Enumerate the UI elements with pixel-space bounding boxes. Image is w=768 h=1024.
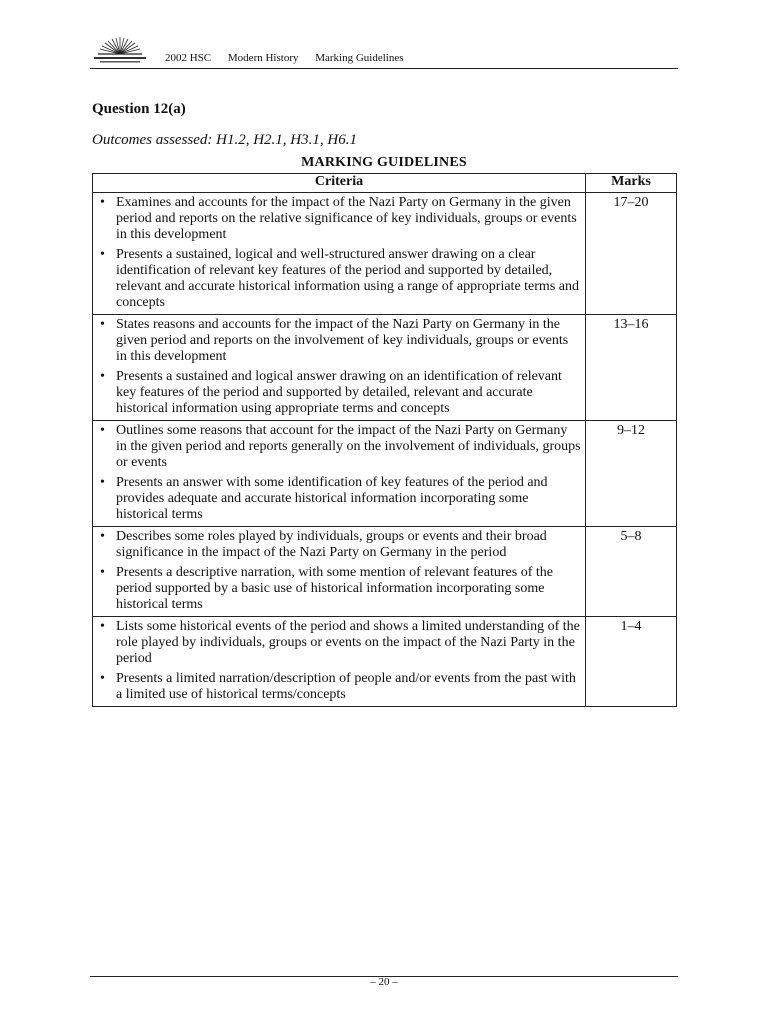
- criterion-item: • States reasons and accounts for the impact of the Nazi Party on Germany in the given period and reports on the involvement of key individuals, groups or events in this development: [97, 317, 581, 365]
- criterion-item: • Presents a descriptive narration, with some mention of relevant features of the period supported by a basic use of historical information incorporating some historical terms: [97, 565, 581, 613]
- page-number: – 20 –: [370, 976, 398, 988]
- marking-guidelines-title: MARKING GUIDELINES: [301, 155, 467, 170]
- criterion-item: • Presents a sustained and logical answer drawing on an identification of relevant key features of the period and supported by detailed, relevant and accurate historical information using appropriate terms and concepts: [97, 369, 581, 417]
- header-doc-type: Marking Guidelines: [315, 52, 404, 64]
- question-title: Question 12(a): [92, 101, 186, 117]
- criterion-item: • Presents a limited narration/description of people and/or events from the past with a limited use of historical terms/concepts: [97, 671, 581, 703]
- table-row: [93, 315, 677, 421]
- marking-guidelines-table: [92, 173, 677, 707]
- outcomes-assessed: Outcomes assessed: H1.2, H2.1, H3.1, H6.1: [92, 132, 357, 148]
- marks-cell: 9–12: [586, 421, 677, 527]
- table-row: [93, 617, 677, 707]
- marks-cell: 1–4: [586, 617, 677, 707]
- criteria-cell: [93, 527, 586, 617]
- criterion-item: • Describes some roles played by individuals, groups or events and their broad significance in the impact of the Nazi Party on Germany in the period: [97, 529, 581, 561]
- table-header-row: [93, 174, 677, 193]
- criteria-cell: [93, 315, 586, 421]
- criteria-cell: [93, 421, 586, 527]
- marks-cell: 5–8: [586, 527, 677, 617]
- criteria-cell: [93, 617, 586, 707]
- criterion-item: • Outlines some reasons that account for the impact of the Nazi Party on Germany in the given period and reports generally on the involvement of individuals, groups or events: [97, 423, 581, 471]
- criterion-item: • Presents a sustained, logical and well-structured answer drawing on a clear identification of relevant key features of the period and supported by detailed, relevant and accurate historical information using a range of appropriate terms and concepts: [97, 247, 581, 311]
- criterion-item: • Examines and accounts for the impact of the Nazi Party on Germany in the given period and reports on the relative significance of key individuals, groups or events in this development: [97, 195, 581, 243]
- header-text: [165, 52, 418, 64]
- header-subject: Modern History: [227, 52, 299, 64]
- marks-cell: 13–16: [586, 315, 677, 421]
- table-row: [93, 193, 677, 315]
- table-row: [93, 527, 677, 617]
- criteria-cell: [93, 193, 586, 315]
- criteria-header: Criteria: [93, 174, 586, 193]
- page-header: [90, 34, 678, 69]
- header-exam: 2002 HSC: [165, 52, 212, 64]
- criterion-item: • Presents an answer with some identification of key features of the period and provides adequate and accurate historical information incorporating some historical terms: [97, 475, 581, 523]
- board-of-studies-logo: [90, 34, 150, 66]
- table-row: [93, 421, 677, 527]
- criterion-item: • Lists some historical events of the period and shows a limited understanding of the role played by individuals, groups or events on the impact of the Nazi Party in the period: [97, 619, 581, 667]
- marks-cell: 17–20: [586, 193, 677, 315]
- marks-header: Marks: [586, 174, 677, 193]
